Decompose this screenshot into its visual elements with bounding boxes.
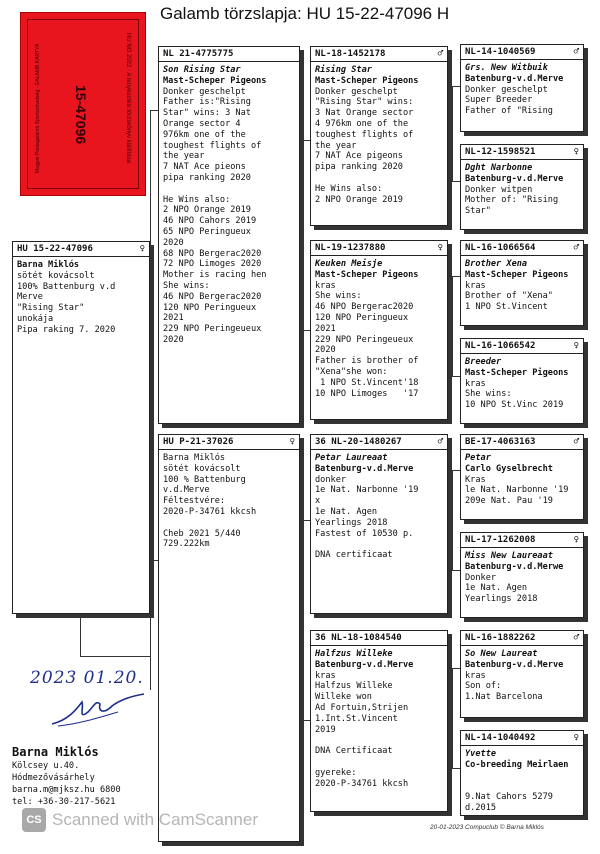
pedigree-line: "Rising Star" wins: [315, 97, 414, 108]
pedigree-line: Brother of "Xena" [465, 291, 553, 302]
pedigree-line: 2021 [315, 323, 336, 334]
pedigree-line: Breeder [465, 357, 502, 367]
pedigree-line: sötét kovácsolt [163, 463, 241, 474]
pedigree-line [163, 184, 295, 195]
pedigree-line: Batenburg-v.d.Merve [465, 173, 564, 184]
pedigree-line: Donker geschelpt [315, 86, 398, 97]
card-main-pigeon [12, 241, 150, 614]
sex-symbol: ♀ [289, 437, 295, 447]
owner-address2: Hódmezővásárhely [12, 773, 95, 783]
owner-phone: tel: +36-30-217-5621 [12, 797, 116, 807]
pedigree-line: Dght Narbonne [465, 163, 533, 173]
pedigree-line: gyereke: [315, 767, 357, 778]
pedigree-line: Yvette [465, 749, 497, 759]
pedigree-line: Donker geschelpt [465, 84, 548, 95]
owner-email: barna.m@mjksz.hu 6800 [12, 785, 121, 795]
pedigree-line: d.2015 [465, 802, 497, 813]
pedigree-line: kras [315, 670, 336, 681]
ring-number [311, 243, 447, 256]
pedigree-line: Batenburg-v.d.Merve [315, 463, 414, 474]
scanner-text: Scanned with CamScanner [52, 810, 259, 829]
pedigree-line: 9.Nat Cahors 5279 [465, 792, 553, 803]
pedigree-line: He Wins also: [315, 183, 383, 194]
pedigree-line [315, 757, 443, 768]
pedigree-line: v.d.Merve [163, 485, 210, 496]
pedigree-line: 2020-P-34761 kkcsh [163, 506, 257, 517]
sex-symbol: ♀ [573, 341, 579, 351]
pedigree-line: 2020 [163, 334, 184, 345]
pedigree-line [315, 173, 443, 184]
pedigree-line: the year [315, 140, 357, 151]
pedigree-line: toughest flights of [163, 140, 262, 151]
pedigree-line: Mother is racing hen [163, 270, 267, 281]
pedigree-line: 100 % Battenburg [163, 474, 246, 485]
ring-text: 36 NL-18-1084540 [315, 633, 402, 643]
pedigree-line: Kras [465, 474, 486, 485]
ring-number [311, 49, 447, 62]
ring-text: HU 15-22-47096 [17, 244, 93, 254]
pedigree-line [465, 771, 579, 782]
pedigree-line: Father of "Rising [465, 106, 553, 117]
sex-symbol: ♂ [573, 243, 579, 253]
card-dam-dam [310, 630, 448, 812]
signature-icon [48, 690, 148, 730]
pedigree-line: Super Breeder [465, 95, 533, 106]
pedigree-line: He Wins also: [163, 194, 231, 205]
pedigree-line: 46 NPO Cahors 2019 [163, 216, 257, 227]
pedigree-line: Willeke won [315, 692, 372, 703]
pedigree-line: Halfzus Willeke [315, 649, 393, 659]
sex-symbol: ♂ [437, 49, 443, 59]
pedigree-line: 2 NPO Orange 2019 [315, 194, 403, 205]
ring-number [461, 733, 583, 746]
pedigree-line: Mast-Scheper Pigeons [315, 75, 419, 86]
ring-text: NL-16-1066542 [465, 341, 536, 351]
pedigree-line: Grs. New Witbuik [465, 63, 548, 73]
ring-number [311, 437, 447, 450]
ring-text: NL-14-1040569 [465, 47, 536, 57]
pedigree-line: 976km one of the [163, 129, 246, 140]
pedigree-line: Batenburg-v.d.Merve [315, 659, 414, 670]
pedigree-line: 7 NAT Ace pigeons [315, 151, 403, 162]
sex-symbol: ♂ [573, 47, 579, 57]
pedigree-line: 209e Nat. Pau '19 [465, 496, 553, 507]
pedigree-line: Cheb 2021 5/440 [163, 528, 241, 539]
ring-number [13, 244, 149, 257]
ring-text: NL-16-1066564 [465, 243, 536, 253]
card-sire-sire-sire [460, 44, 584, 132]
pedigree-line: Fastest of 10530 p. [315, 528, 414, 539]
ring-text: NL-14-1040492 [465, 733, 536, 743]
ring-number [461, 243, 583, 256]
card-sire-dam-dam [460, 338, 584, 424]
pedigree-line: 65 NPO Peringueux [163, 226, 251, 237]
pedigree-line [465, 781, 579, 792]
pedigree-line: "Rising Star" [17, 303, 85, 314]
card-sire-dam [310, 240, 448, 420]
pedigree-line: kras [465, 280, 486, 291]
owner-name: Barna Miklós [12, 745, 99, 759]
handwritten-date: 2023 01.20. [30, 668, 144, 688]
ring-text: NL-12-1598521 [465, 147, 536, 157]
pedigree-line: 1 NPO St.Vincent [465, 302, 548, 313]
pedigree-line: Donker [465, 572, 497, 583]
ring-number [461, 535, 583, 548]
pedigree-line: 120 NPO Peringueux [163, 302, 257, 313]
pedigree-line: unokája [17, 313, 54, 324]
sex-symbol: ♂ [573, 633, 579, 643]
pedigree-line: She wins: [163, 280, 210, 291]
pedigree-line: DNA Certificaat [315, 746, 393, 757]
pedigree-line: Barna Miklós [163, 453, 226, 463]
pedigree-line: Son of: [465, 681, 502, 692]
ring-text: NL-16-1882262 [465, 633, 536, 643]
pedigree-line: Féltestvére: [163, 496, 226, 507]
ring-number [159, 49, 299, 62]
ring-number [461, 47, 583, 60]
pedigree-line: Batenburg-v.d.Merve [465, 659, 564, 670]
pedigree-line: 46 NPO Bergerac2020 [315, 302, 414, 313]
pedigree-line: 1e Nat. Narbonne '19 [315, 485, 419, 496]
pedigree-line: sötét kovácsolt [17, 270, 95, 281]
pedigree-line: Rising Star [315, 65, 372, 75]
registration-stamp [20, 12, 146, 196]
pedigree-line: 10 NPO St.Vinc 2019 [465, 400, 564, 411]
pedigree-line: 2020 [315, 345, 336, 356]
sex-symbol: ♀ [437, 243, 443, 253]
pedigree-line: 1e Nat. Agen [315, 506, 378, 517]
ring-text: NL-19-1237880 [315, 243, 386, 253]
ring-text: NL 21-4775775 [163, 49, 234, 59]
pedigree-line: Barna Miklós [17, 260, 80, 270]
ring-text: NL-17-1262008 [465, 535, 536, 545]
pedigree-line: pipa ranking 2020 [315, 162, 403, 173]
owner-address1: Kölcsey u.40. [12, 761, 80, 771]
pedigree-line: Mast-Scheper Pigeons [163, 75, 267, 86]
page-title: Galamb törzslapja: HU 15-22-47096 H [160, 4, 450, 23]
card-sire-dam-sire [460, 240, 584, 326]
pedigree-line: 1.Int.St.Vincent [315, 713, 398, 724]
pedigree-line: Brother Xena [465, 259, 528, 269]
pedigree-line: Batenburg-v.d.Merwe [465, 561, 564, 572]
pedigree-line: 3 Nat Orange sector [315, 108, 414, 119]
pedigree-line: Father is:"Rising [163, 97, 251, 108]
pedigree-line: So New Laureat [465, 649, 538, 659]
card-dam-sire-dam [460, 532, 584, 618]
pedigree-line: Pipa raking 7. 2020 [17, 324, 116, 335]
stamp-text-left: Magyar Postagalamb Sportszövetség · GALAMB KARTYA [35, 43, 41, 173]
sex-symbol: ♀ [139, 244, 145, 254]
stamp-number: 15-47096 [73, 85, 89, 145]
sex-symbol: ♂ [573, 437, 579, 447]
ring-number [461, 147, 583, 160]
pedigree-line: Merve [17, 292, 43, 303]
pedigree-line: 1 NPO St.Vincent'18 [315, 377, 419, 388]
pedigree-line: 7 NAT Ace pieons [163, 162, 246, 173]
ring-text: 36 NL-20-1480267 [315, 437, 402, 447]
pedigree-line: Star" wins: 3 Nat [163, 108, 251, 119]
pedigree-line: Yearlings 2018 [315, 517, 388, 528]
pedigree-line: Mast-Scheper Pigeons [465, 367, 569, 378]
pedigree-line: 229 NPO Peringeueux [315, 334, 414, 345]
pedigree-line: Ad Fortuin,Strijen [315, 702, 409, 713]
card-dam-sire [310, 434, 448, 614]
pedigree-line: Keuken Meisje [315, 259, 383, 269]
sex-symbol: ♀ [573, 733, 579, 743]
pedigree-line: 2019 [315, 724, 336, 735]
pedigree-line: le Nat. Narbonne '19 [465, 485, 569, 496]
footer-note: 20-01-2023 Compuclub © Barna Miklós [430, 824, 544, 831]
pedigree-line: 100% Battenburg v.d [17, 281, 116, 292]
pedigree-line: Star" [465, 206, 491, 217]
pedigree-line: Petar [465, 453, 491, 463]
pedigree-line: 68 NPO Bergerac2020 [163, 248, 262, 259]
pedigree-line: 4 976km one of the [315, 118, 409, 129]
card-dam [158, 434, 300, 842]
pedigree-line: kras [315, 280, 336, 291]
pedigree-line: toughest flights of [315, 129, 414, 140]
card-dam-sire-sire [460, 434, 584, 520]
sex-symbol: ♀ [573, 147, 579, 157]
pedigree-line: DNA certificaat [315, 550, 393, 561]
pedigree-line: 1e Nat. Agen [465, 583, 528, 594]
camscanner-logo-icon: CS [22, 808, 46, 832]
pedigree-line: Mother of: "Rising [465, 195, 559, 206]
pedigree-line: 2020 [163, 237, 184, 248]
card-dam-dam-dam [460, 730, 584, 816]
card-dam-dam-sire [460, 630, 584, 718]
pedigree-line: x [315, 496, 321, 507]
pedigree-line: kras [465, 670, 486, 681]
ring-number [461, 341, 583, 354]
pedigree-line: Son Rising Star [163, 65, 241, 75]
pedigree-line: Yearlings 2018 [465, 594, 538, 605]
pedigree-line [315, 539, 443, 550]
pedigree-line: donker [315, 474, 347, 485]
pedigree-line: Orange sector 4 [163, 118, 241, 129]
pedigree-line: She wins: [315, 291, 362, 302]
pedigree-line: 1.Nat Barcelona [465, 692, 543, 703]
pedigree-line: She wins: [465, 389, 512, 400]
pedigree-line: Carlo Gyselbrecht [465, 463, 553, 474]
card-sire-sire [310, 46, 448, 226]
pedigree-line: 120 NPO Peringueux [315, 312, 409, 323]
ring-number [461, 633, 583, 646]
pedigree-line: Batenburg-v.d.Merve [465, 73, 564, 84]
pedigree-line: Miss New Laureaat [465, 551, 553, 561]
pedigree-line: 229 NPO Peringeueux [163, 324, 262, 335]
ring-number [311, 633, 447, 646]
pedigree-line: Donker geschelpt [163, 86, 246, 97]
pedigree-line: "Xena"she won: [315, 366, 388, 377]
pedigree-line: Father is brother of [315, 356, 419, 367]
pedigree-line: Mast-Scheper Pigeons [465, 269, 569, 280]
sex-symbol: ♀ [573, 535, 579, 545]
pedigree-line: Petar Laureaat [315, 453, 388, 463]
ring-text: HU P-21-37026 [163, 437, 234, 447]
pedigree-line [315, 735, 443, 746]
card-sire-sire-dam [460, 144, 584, 230]
stamp-text-right: HU NG 2022 · A tenyésztési törzskönyv kiállítása [125, 33, 131, 164]
pedigree-line: kras [465, 378, 486, 389]
pedigree-line: 2021 [163, 313, 184, 324]
pedigree-line: 46 NPO Bergerac2020 [163, 291, 262, 302]
owner-block [12, 746, 121, 808]
pedigree-line: the year [163, 151, 205, 162]
pedigree-line: Halfzus Willeke [315, 681, 393, 692]
pedigree-line: 2020-P-34761 kkcsh [315, 778, 409, 789]
sex-symbol: ♂ [437, 437, 443, 447]
ring-text: NL-18-1452178 [315, 49, 386, 59]
ring-number [159, 437, 299, 450]
pedigree-line: Donker witpen [465, 184, 533, 195]
pedigree-line: pipa ranking 2020 [163, 172, 251, 183]
pedigree-line: Co-breeding Meirlaen [465, 759, 569, 770]
pedigree-line: 2 NPO Orange 2019 [163, 205, 251, 216]
pedigree-line: 10 NPO Limoges '17 [315, 388, 419, 399]
pedigree-line [163, 518, 295, 529]
pedigree-line: 729.222km [163, 539, 210, 550]
scanner-watermark [22, 808, 258, 832]
pedigree-line: Mast-Scheper Pigeons [315, 269, 419, 280]
ring-text: BE-17-4063163 [465, 437, 536, 447]
ring-number [461, 437, 583, 450]
card-sire [158, 46, 300, 424]
pedigree-line: 72 NPO Limoges 2020 [163, 259, 262, 270]
